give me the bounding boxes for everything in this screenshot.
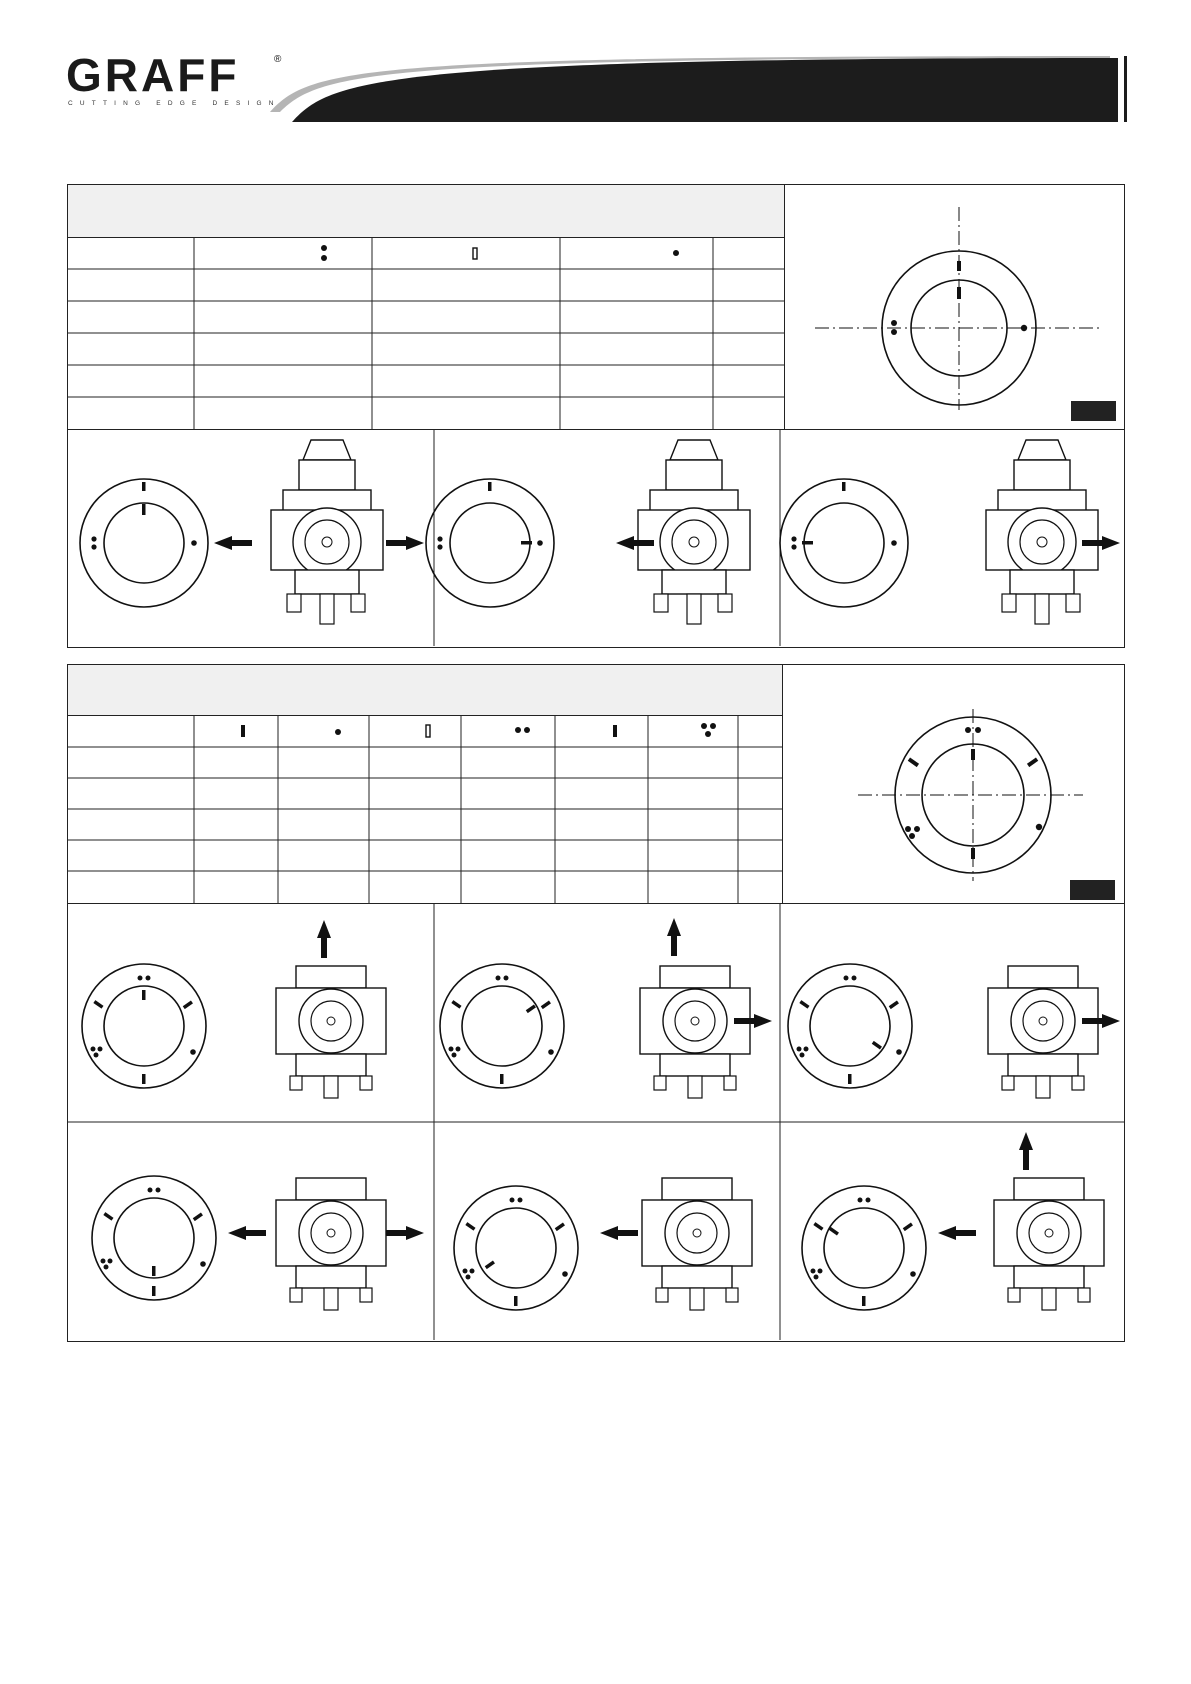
- reference-dial-1: [785, 185, 1123, 429]
- dial-s2-1: [82, 964, 206, 1088]
- reference-tag-2: [1070, 880, 1115, 900]
- table-1-grid: [68, 237, 784, 431]
- reference-tag-1: [1071, 401, 1116, 421]
- valve-body-s2-3: [988, 966, 1098, 1098]
- valve-body-s2-4: [276, 1178, 386, 1310]
- logo-registered-mark: ®: [274, 54, 282, 65]
- table-1-header-symbols: [321, 245, 679, 261]
- section-1-reference-panel: [785, 184, 1125, 430]
- dial-position-2: [426, 479, 554, 607]
- reference-dial-2: [783, 665, 1123, 903]
- section-2-diagrams: [68, 904, 1124, 1340]
- dial-position-3: [780, 479, 908, 607]
- table-2-title-bar: [68, 665, 782, 716]
- logo-wordmark: GRAFF: [66, 49, 240, 101]
- dial-s2-6: [802, 1186, 926, 1310]
- dial-position-1: [80, 479, 208, 607]
- dial-s2-4: [92, 1176, 216, 1300]
- arrow-up-icon: [667, 918, 681, 956]
- arrow-left-icon: [938, 1226, 976, 1240]
- logo-tagline: CUTTING EDGE DESIGN: [68, 100, 281, 107]
- valve-body-3: [986, 440, 1098, 624]
- arrow-right-icon: [386, 1226, 424, 1240]
- arrow-left-icon: [600, 1226, 638, 1240]
- graff-logo: [66, 49, 296, 108]
- arrow-right-icon: [386, 536, 424, 550]
- valve-body-1: [271, 440, 383, 624]
- arrow-left-icon: [228, 1226, 266, 1240]
- section-2-table-panel: [67, 664, 783, 904]
- section-2-diagrams-panel: [67, 904, 1125, 1342]
- arrow-up-icon: [1019, 1132, 1033, 1170]
- arrow-up-icon: [317, 920, 331, 958]
- valve-body-s2-2: [640, 966, 750, 1098]
- dial-s2-5: [454, 1186, 578, 1310]
- section-1-diagrams-panel: [67, 430, 1125, 648]
- section-1-table-panel: [67, 184, 785, 430]
- table-1-title-bar: [68, 185, 784, 238]
- dial-s2-2: [440, 964, 564, 1088]
- valve-body-s2-6: [994, 1178, 1104, 1310]
- arrow-left-icon: [214, 536, 252, 550]
- section-1-diagrams: [68, 430, 1124, 646]
- section-2-reference-panel: [783, 664, 1125, 904]
- valve-body-2: [638, 440, 750, 624]
- valve-body-s2-1: [276, 966, 386, 1098]
- table-2-grid: [68, 715, 782, 903]
- dial-s2-3: [788, 964, 912, 1088]
- valve-body-s2-5: [642, 1178, 752, 1310]
- table-2-header-symbols: [241, 723, 716, 737]
